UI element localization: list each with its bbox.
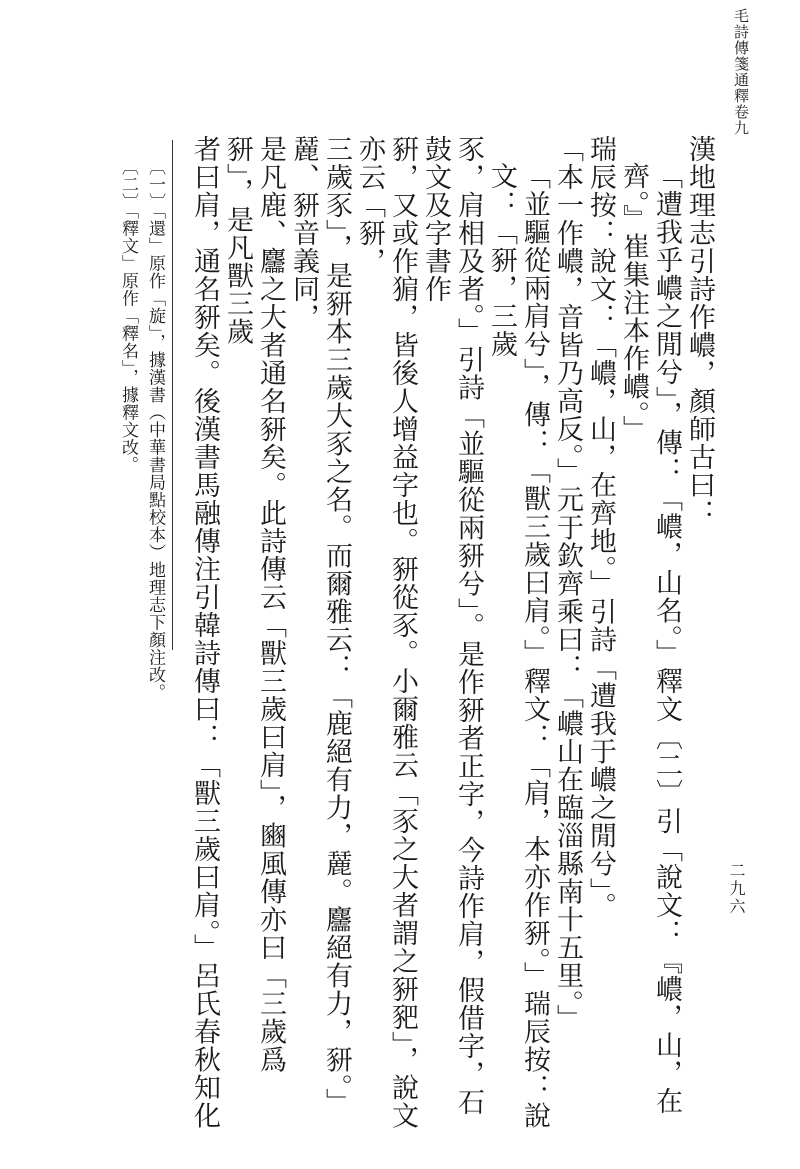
text-column: 三歲豕」，是豜本三歲大豕之名。而爾雅云：「鹿絕有力，麉。麢絕有力，豜。」麉、豜音義同， xyxy=(288,135,352,1116)
text-column: 是凡鹿、麢之大者通名豜矣。此詩傳云「獸三歲曰肩」，豳風傳亦曰「三歲爲豜」，是凡獸三歲 xyxy=(222,135,286,1074)
page-number: 二九六 xyxy=(727,862,746,916)
running-title: 毛詩傳箋通釋卷九 xyxy=(732,8,750,136)
footnotes xyxy=(110,158,168,1058)
text-column: 「並驅從兩肩兮」，傳：「獸三歲曰肩。」釋文：「肩，本亦作豜。」瑞辰按：說文：「豜，三歲 xyxy=(486,162,550,1130)
footnote-1: 〔一〕「還」原作「旋」，據漢書（中華書局點校本）地理志下顏注改。 xyxy=(145,158,165,701)
text-column: 「本一作嶩，音皆乃高反。」元于欽齊乘曰：「嶩山在臨淄縣南十五里。」 xyxy=(552,135,583,1032)
footnote-2: 〔二〕「釋文」原作「釋名」，據釋文改。 xyxy=(118,158,138,474)
text-column: 豕，肩相及者。」引詩「並驅從兩豜兮」。是作豜者正字，今詩作肩，假借字，石鼓文及字書作 xyxy=(420,135,484,1116)
text-column: 「遭我乎嶩之閒兮」，傳：「嶩，山名。」釋文〔二〕引「說文：『嶩，山，在齊。』崔集注本作嶩。」 xyxy=(618,162,682,1115)
text-column: 漢地理志引詩作嶩，顏師古曰： xyxy=(684,135,715,527)
text-column: 豣，又或作猏，皆後人增益字也。豜從豕。小爾雅云「豕之大者謂之豜豝」，說文亦云「豜， xyxy=(354,135,418,1130)
text-column: 瑞辰按：說文：「嶩，山，在齊地。」引詩「遭我于嶩之閒兮」。 xyxy=(585,135,616,920)
footnote-divider xyxy=(172,140,173,650)
main-text xyxy=(188,135,716,1135)
text-column: 者曰肩，通名豜矣。後漢書馬融傳注引韓詩傳曰：「獸三歲曰肩。」呂氏春秋知化 xyxy=(189,135,220,1130)
